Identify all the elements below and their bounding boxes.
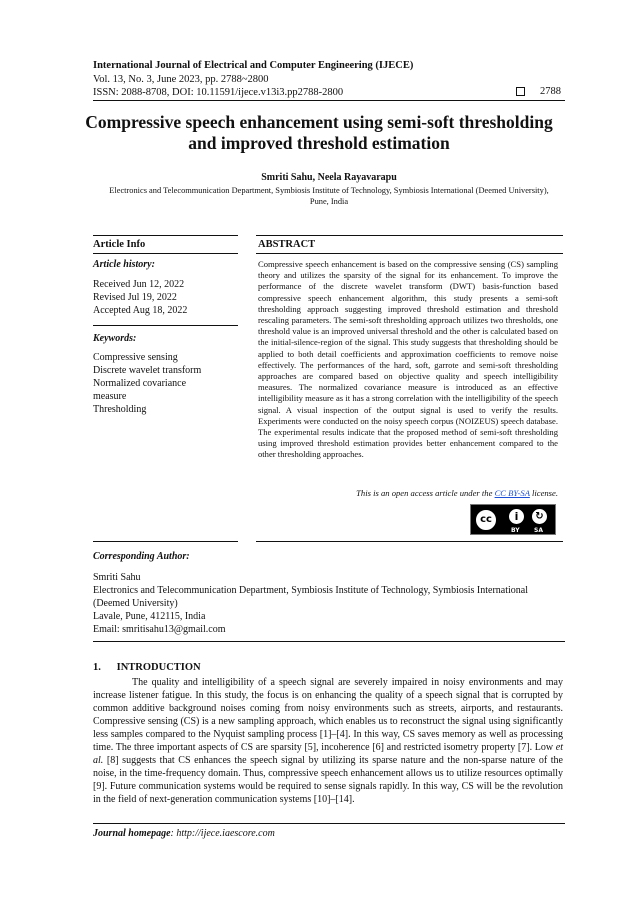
keywords-rule <box>93 325 238 326</box>
footer <box>93 828 275 839</box>
header-rule <box>93 100 565 101</box>
journal-issn: ISSN: 2088-8708, DOI: 10.11591/ijece.v13i3.pp2788-2800 <box>93 87 344 98</box>
introduction-paragraph <box>93 676 563 806</box>
introduction-body <box>93 676 563 806</box>
accepted-date: Accepted Aug 18, 2022 <box>93 305 188 316</box>
corresponding-block <box>93 571 563 636</box>
corresponding-email[interactable]: Email: smritisahu13@gmail.com <box>93 624 226 635</box>
title-line-2: and improved threshold estimation <box>188 133 450 153</box>
corresponding-address: Lavale, Pune, 412115, India <box>93 611 206 622</box>
corresponding-name: Smriti Sahu <box>93 572 141 583</box>
authors: Smriti Sahu, Neela Rayavarapu <box>261 172 397 183</box>
abstract-heading-rule <box>256 253 563 254</box>
cc-icon: cc <box>474 508 498 532</box>
keyword-item: measure <box>93 391 127 402</box>
license-prefix: This is an open access article under the <box>356 488 495 498</box>
abstract-heading: ABSTRACT <box>258 239 316 250</box>
introduction-heading: 1. INTRODUCTION <box>93 662 201 673</box>
sa-share-alike-icon: ↻ <box>530 507 549 526</box>
keywords-list <box>93 351 201 416</box>
keywords-heading: Keywords: <box>93 333 137 344</box>
license-suffix: license. <box>529 488 558 498</box>
affiliation-line-1: Electronics and Telecommunication Department, Symbiosis Institute of Technology, Symbiosis International (Deemed University), <box>109 186 549 195</box>
title-line-1: Compressive speech enhancement using semi-soft thresholding <box>85 112 553 132</box>
history-list <box>93 278 187 317</box>
footer-label: Journal homepage <box>93 828 171 839</box>
received-date: Received Jun 12, 2022 <box>93 279 185 290</box>
affiliation-line-2: Pune, India <box>309 197 349 206</box>
keyword-item: Normalized covariance <box>93 378 187 389</box>
paper-title <box>80 112 558 154</box>
revised-date: Revised Jul 19, 2022 <box>93 292 177 303</box>
keyword-item: Compressive sensing <box>93 352 178 363</box>
info-bottom-rule <box>93 541 238 542</box>
by-person-icon: i <box>507 507 526 526</box>
cc-by-sa-badge[interactable] <box>470 504 556 535</box>
keyword-item: Thresholding <box>93 404 147 415</box>
cc-sa-label: SA <box>534 527 543 534</box>
page-number: 2788 <box>540 86 561 97</box>
journal-name: International Journal of Electrical and Computer Engineering (IJECE) <box>93 60 414 71</box>
license-line <box>258 488 558 498</box>
corresponding-rule <box>93 641 565 642</box>
abstract-text: Compressive speech enhancement is based on the compressive sensing (CS) sampling theory and utilizes the sparsity of the signal for its enhancement. To improve the performance of the discrete wavelet transform (DWT) basis-function based compressive speech enhancement algorithm, this study presents a semi-soft thresholding approach suggesting improved threshold estimation and threshold rescaling parameters. The semi-soft thresholding approach utilizes two thresholds, one threshold value is an improved universal threshold and the other is calculated based on the initial-silence-region of the signal. This study suggests that thresholding should be applied to both detail coefficients and approximation coefficients to remove noise effectively. The performances of the hard, soft, garrote and semi-soft thresholding approaches are compared based on objective quality and speech intelligibility measures. The normalized covariance measure is introduced as an effective intelligibility measure as it has a strong correlation with the intelligibility of the speech signal. A visual inspection of the output signal is used to verify the results. Experiments were conducted on the noisy speech corpus (NOIZEUS) speech database. The experimental results indicate that the proposed method of semi-soft thresholding using improved threshold estimation provides better enhancement compared to the other thresholding approaches. <box>258 259 558 460</box>
intro-text-2: [8] suggests that CS enhances the speech signal by utilizing its sparse nature and the non-sparse nature of the noise, in the time-frequency domain. Thus, compressive speech enhancement allows us to utilize resources optimally [9]. Future communication systems would be required to sense signals rapidly. In this way, CS will be the revolution in the field of next-generation communication systems [10]–[14]. <box>93 755 563 805</box>
license-link[interactable]: CC BY-SA <box>494 488 530 498</box>
corresponding-affil-2: (Deemed University) <box>93 598 178 609</box>
page-box-icon <box>516 87 525 96</box>
intro-text-1: The quality and intelligibility of a speech signal are severely impaired in noisy environments and may increase listener fatigue. In this study, the focus is on enhancing the quality of a speech signal that is corrupted by common additive background noises coming from noisy environments such as streets, airports, and restaurants. Compressive sensing (CS) is a new sampling approach, which enables us to reconstruct the signal using significantly less samples compared to the Nyquist sampling process [1]–[4]. In this way, CS saves memory as well as processing time. The three important aspects of CS are sparsity [5], incoherence [6] and restricted isometry property [7]. Low <box>93 677 563 753</box>
abstract-bottom-rule <box>256 541 563 542</box>
corresponding-affil-1: Electronics and Telecommunication Department, Symbiosis Institute of Technology, Symbiosis International <box>93 585 528 596</box>
info-heading-rule <box>93 253 238 254</box>
history-heading: Article history: <box>93 259 155 270</box>
cc-by-label: BY <box>511 527 520 534</box>
footer-rule <box>93 823 565 824</box>
article-info-heading: Article Info <box>93 239 146 250</box>
corresponding-heading: Corresponding Author: <box>93 551 190 562</box>
intro-etal: et al. <box>93 742 563 766</box>
footer-url[interactable]: : http://ijece.iaescore.com <box>170 828 275 839</box>
info-top-rule <box>93 235 238 236</box>
abstract-top-rule <box>256 235 563 236</box>
affiliation <box>93 185 565 207</box>
keyword-item: Discrete wavelet transform <box>93 365 202 376</box>
journal-volume: Vol. 13, No. 3, June 2023, pp. 2788~2800 <box>93 74 269 85</box>
